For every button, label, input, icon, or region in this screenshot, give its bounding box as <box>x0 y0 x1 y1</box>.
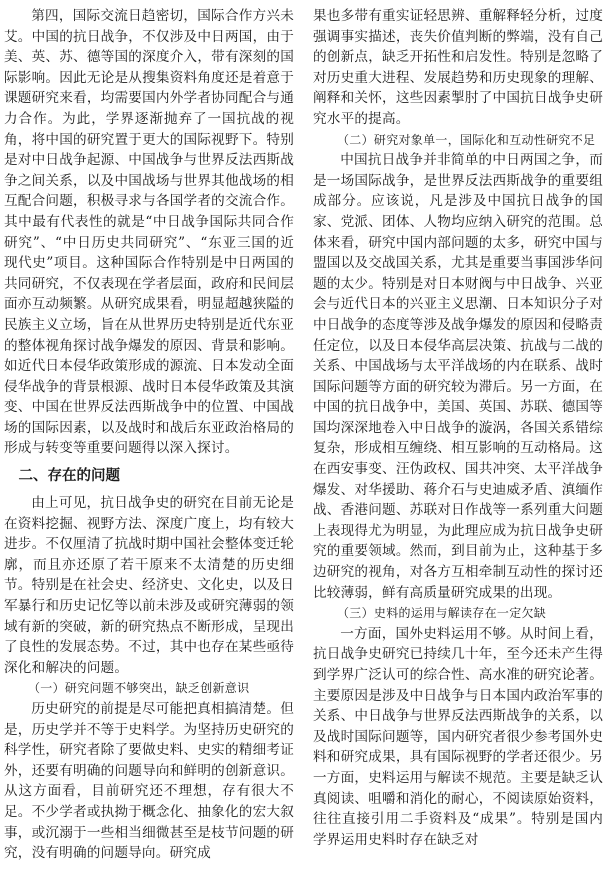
paragraph-problem-1-continued: 果也多带有重实证轻思辨、重解释轻分析，过度强调事实描述，丧失价值判断的弊端，没有自己的创新点，缺乏开拓性和启发性。特别是忽略了对历史重大进程、发展趋势和历史现象的理解、阐释和关怀，这些因素掣肘了中国抗日战争史研究水平的提高。 <box>313 8 603 127</box>
paragraph-problem-2: 中国抗日战争并非简单的中日两国之争，而是一场国际战争，是世界反法西斯战争的重要组成部分。应该说，凡是涉及中国抗日战争的国家、党派、团体、人物均应纳入研究的范围。总体来看，研究中国内部问题的太多，研究中国与盟国以及交战国关系，尤其是重要当事国涉华问题的太少。特别是对日本财阀与中日战争、兴亚会与近代日本的兴亚主义思潮、日本知识分子对中日战争的态度等涉及战争爆发的原因和侵略责任定位，以及日本侵华高层决策、抗战与二战的关系、中国战场与太平洋战场的内在联系、战时国际问题等方面的研究较为滞后。另一方面，在中国的抗日战争中，美国、英国、苏联、德国等国均深深地卷入中日战争的漩涡，各国关系错综复杂，形成相互缠绕、相互影响的互动格局。这在西安事变、汪伪政权、国共冲突、太平洋战争爆发、对华援助、蒋介石与史迪威矛盾、滇缅作战、香港问题、苏联对日作战等一系列重大问题上表现得尤为明显，为此理应成为抗日战争史研究的重要领域。然而，到目前为止，这种基于多边研究的视角，对各方互相牵制互动性的探讨还比较薄弱，鲜有高质量研究成果的出现。 <box>313 152 603 601</box>
paragraph-overview: 由上可见，抗日战争史的研究在目前无论是在资料挖掘、视野方法、深度广度上，均有较大进步。不仅厘清了抗战时期中国社会整体变迁轮廓，而且亦还原了若干原来不太清楚的历史细节。特别是在社会史、经济史、文化史，以及日军暴行和历史记忆等以前未涉及或研究薄弱的领域有新的突破，新的研究热点不断形成，呈现出了良性的发展态势。不过，其中也存在某些亟待深化和解决的问题。 <box>4 495 294 676</box>
subheading-1: （一）研究问题不够突出，缺乏创新意识 <box>28 681 250 696</box>
subheading-3: （三）史料的运用与解读存在一定欠缺 <box>337 606 547 621</box>
left-column <box>4 6 294 864</box>
paragraph-problem-3: 一方面，国外史料运用不够。从时间上看，抗日战争史研究已持续几十年，至今还未产生得到学界广泛认可的综合性、高水准的研究论著。主要原因是涉及中日战争与日本国内政治军事的关系、中日战争与世界反法西斯战争的关系，以及战时国际问题等，国内研究者很少参考国外史料和研究成果，具有国际视野的学者还很少。另一方面，史料运用与解读不规范。主要是缺乏认真阅读、咀嚼和消化的耐心，不阅读原始资料，往往直接引用二手资料及“成果”。特别是国内学界运用史料时存在缺乏对 <box>313 625 603 848</box>
right-column <box>313 6 603 850</box>
paragraph-problem-1: 历史研究的前提是尽可能把真相搞清楚。但是，历史学并不等于史料学。为坚持历史研究的科学性，研究者除了要做史料、史实的精细考证外，还要有明确的问题导向和鲜明的创新意识。从这方面看，目前研究还不理想，存有很大不足。不少学者或执拗于概念化、抽象化的宏大叙事，或沉溺于一些相当细微甚至是枝节问题的研究，没有明确的问题导向。研究成 <box>4 701 294 862</box>
paragraph-international-cooperation: 第四，国际交流日趋密切，国际合作方兴未艾。中国的抗日战争，不仅涉及中日两国，由于美、英、苏、德等国的深度介入，带有深刻的国际影响。因此无论是从搜集资料角度还是着意于课题研究来看，均需要国内外学者协同配合与通力合作。为此，学界逐渐抛弃了一国抗战的视角，将中国的研究置于更大的国际视野下。特别是对中日战争起源、中国战争与世界反法西斯战争之间关系，以及中国战场与世界其他战场的相互配合问题，积极寻求与各国学者的交流合作。其中最有代表性的就是“中日战争国际共同合作研究”、“中日历史共同研究”、“东亚三国的近现代史”项目。这种国际合作特别是中日两国的共同研究，不仅表现在学者层面，政府和民间层面亦互动频繁。从研究成果看，明显超越狭隘的民族主义立场，旨在从世界历史特别是近代东亚的整体视角探讨战争爆发的原因、背景和影响。如近代日本侵华政策形成的源流、日本发动全面侵华战争的背景根源、战时日本侵华政策及其演变、中国在世界反法西斯战争中的位置、中国战场的国际因素，以及战时和战后东亚政治格局的形成与转变等重要问题得以深入探讨。 <box>4 8 294 457</box>
subheading-2: （二）研究对象单一，国际化和互动性研究不足 <box>337 132 596 147</box>
section-heading: 二、存在的问题 <box>18 468 120 485</box>
